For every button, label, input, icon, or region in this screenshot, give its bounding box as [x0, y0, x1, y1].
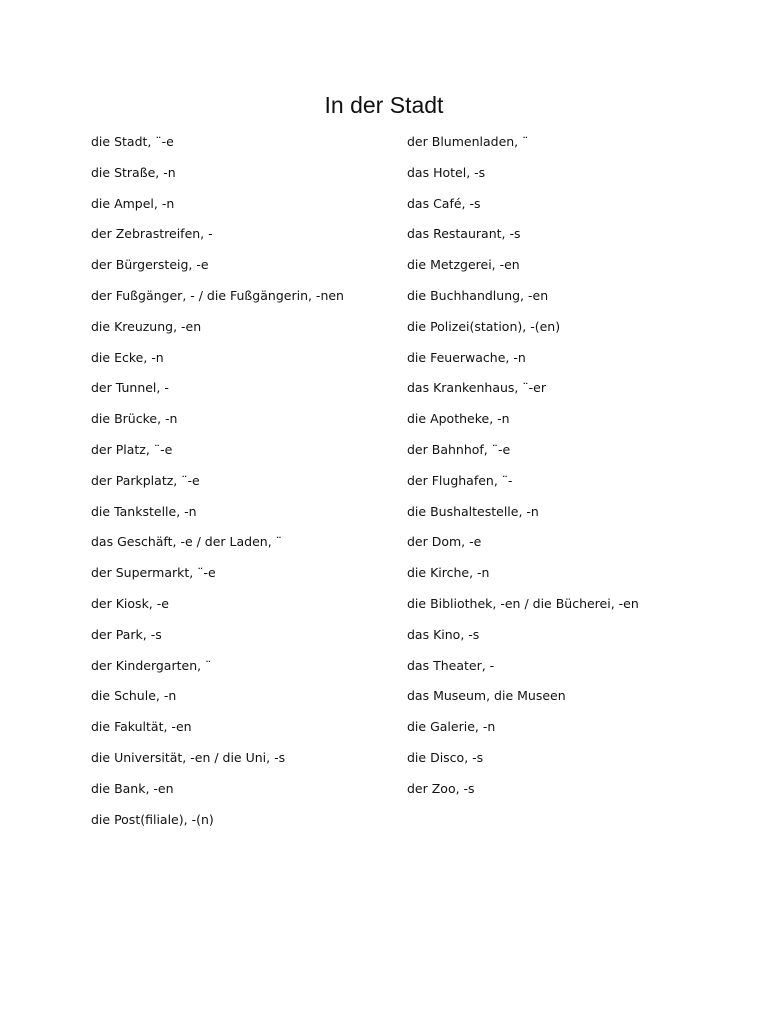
vocabulary-item: die Kreuzung, -en	[91, 318, 202, 334]
vocabulary-item: das Restaurant, -s	[407, 226, 521, 242]
vocabulary-item: das Krankenhaus, ¨-er	[407, 380, 546, 396]
vocabulary-item: das Geschäft, -e / der Laden, ¨	[91, 534, 282, 550]
vocabulary-item: die Bushaltestelle, -n	[407, 503, 539, 519]
vocabulary-item: die Ampel, -n	[91, 195, 175, 211]
vocabulary-item: der Kindergarten, ¨	[91, 657, 212, 673]
vocabulary-list-right	[407, 131, 747, 809]
vocabulary-item: die Kirche, -n	[407, 565, 490, 581]
vocabulary-item: der Kiosk, -e	[91, 595, 169, 611]
vocabulary-item: der Park, -s	[91, 626, 162, 642]
vocabulary-item: die Polizei(station), -(en)	[407, 318, 561, 334]
page-title: In der Stadt	[324, 92, 444, 118]
vocabulary-item: die Tankstelle, -n	[91, 503, 197, 519]
vocabulary-item: das Museum, die Museen	[407, 688, 566, 704]
vocabulary-item: der Supermarkt, ¨-e	[91, 565, 216, 581]
vocabulary-item: der Platz, ¨-e	[91, 441, 173, 457]
vocabulary-item: der Blumenladen, ¨	[407, 134, 529, 149]
vocabulary-item: der Fußgänger, - / die Fußgängerin, -nen	[91, 287, 344, 303]
vocabulary-item: der Bahnhof, ¨-e	[407, 441, 511, 457]
vocabulary-item: der Flughafen, ¨-	[407, 472, 513, 488]
vocabulary-item: die Apotheke, -n	[407, 411, 510, 427]
vocabulary-item: die Buchhandlung, -en	[407, 287, 549, 303]
vocabulary-item: das Kino, -s	[407, 626, 480, 642]
vocabulary-item: der Zebrastreifen, -	[91, 226, 213, 242]
vocabulary-item: das Theater, -	[407, 657, 495, 673]
vocabulary-item: die Ecke, -n	[91, 349, 164, 365]
vocabulary-item: die Feuerwache, -n	[407, 349, 526, 365]
vocabulary-item: die Straße, -n	[91, 164, 176, 180]
vocabulary-item: die Galerie, -n	[407, 719, 496, 735]
vocabulary-item: die Metzgerei, -en	[407, 257, 520, 273]
vocabulary-item: die Bibliothek, -en / die Bücherei, -en	[407, 595, 639, 611]
vocabulary-item: die Universität, -en / die Uni, -s	[91, 749, 286, 765]
vocabulary-item: der Dom, -e	[407, 534, 482, 550]
vocabulary-item: die Fakultät, -en	[91, 719, 192, 735]
vocabulary-list-left	[91, 131, 391, 839]
vocabulary-item: die Schule, -n	[91, 688, 177, 704]
vocabulary-item: der Parkplatz, ¨-e	[91, 472, 200, 488]
vocabulary-item: der Bürgersteig, -e	[91, 257, 209, 273]
vocabulary-item: die Brücke, -n	[91, 411, 178, 427]
vocabulary-item: der Zoo, -s	[407, 780, 475, 796]
vocabulary-item: das Café, -s	[407, 195, 481, 211]
vocabulary-item: die Stadt, ¨-e	[91, 134, 174, 149]
vocabulary-item: die Post(filiale), -(n)	[91, 811, 214, 827]
vocabulary-item: die Bank, -en	[91, 780, 174, 796]
vocabulary-item: die Disco, -s	[407, 749, 484, 765]
vocabulary-item: der Tunnel, -	[91, 380, 169, 396]
vocabulary-item: das Hotel, -s	[407, 164, 486, 180]
